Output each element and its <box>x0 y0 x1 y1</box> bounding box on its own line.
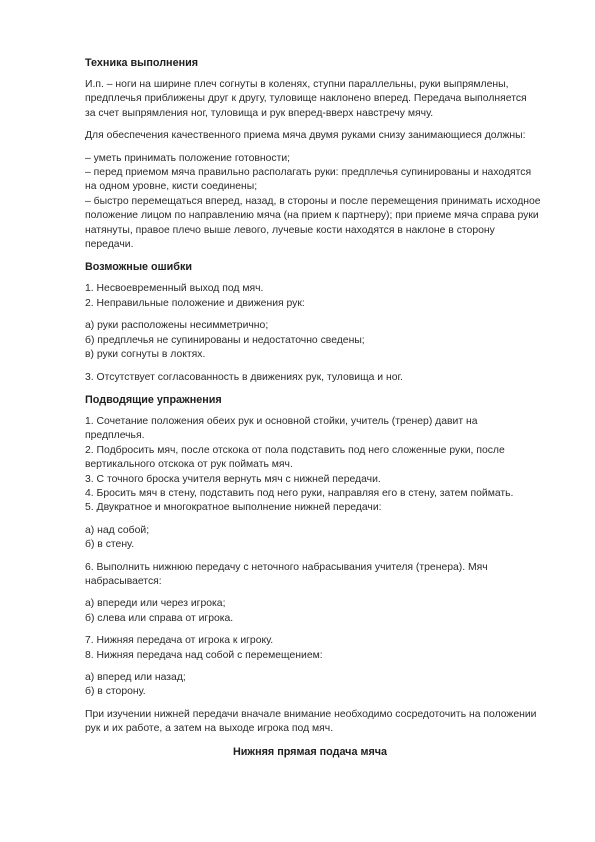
text-line: Для обеспечения качественного приема мяча двумя руками снизу занимающиеся должны: <box>85 130 526 142</box>
list-item: 3. С точного броска учителя вернуть мяч с нижней передачи. <box>85 473 381 485</box>
closing-paragraph <box>85 708 535 737</box>
text-line: за счет выпрямления ног, туловища и рук вперед-вверх навстречу мячу. <box>85 107 434 119</box>
exercises-heading: Подводящие упражнения <box>85 393 222 406</box>
list-item: – перед приемом мяча правильно располагать руки: предплечья супинированы и находятся <box>85 167 532 179</box>
exercise-6 <box>85 561 535 590</box>
list-item: в) руки согнуты в локтях. <box>85 349 206 361</box>
requirements-intro <box>85 129 535 143</box>
list-item: набрасывается: <box>85 575 162 587</box>
errors-heading: Возможные ошибки <box>85 261 192 274</box>
list-item: б) в стену. <box>85 539 135 551</box>
list-item: – уметь принимать положение готовности; <box>85 152 291 164</box>
errors-list <box>85 282 535 311</box>
next-section-heading: Нижняя прямая подача мяча <box>232 745 388 758</box>
list-item: предплечья. <box>85 430 145 442</box>
text-line: предплечья приближены друг к другу, туловище наклонено вперед. Передача выполняется <box>85 93 527 105</box>
exercises-7-8 <box>85 634 535 663</box>
exercise-5-sublist <box>85 524 535 553</box>
list-item: 3. Отсутствует согласованность в движениях рук, туловища и ног. <box>85 371 403 383</box>
errors-item-3 <box>85 371 535 385</box>
requirements-list <box>85 152 541 253</box>
list-item: натянуты, правое плечо выше левого, лучевые кости находятся в наклоне в сторону <box>85 224 495 236</box>
list-item: 6. Выполнить нижнюю передачу с неточного набрасывания учителя (тренера). Мяч <box>85 561 488 573</box>
exercise-8-sublist <box>85 671 535 700</box>
list-item: а) над собой; <box>85 524 150 536</box>
list-item: на одном уровне, кисти соединены; <box>85 181 258 193</box>
list-item: 8. Нижняя передача над собой с перемещением: <box>85 649 323 661</box>
list-item: б) слева или справа от игрока. <box>85 612 234 624</box>
list-item: вертикального отскока от рук поймать мяч. <box>85 459 293 471</box>
list-item: 2. Подбросить мяч, после отскока от пола подставить под него сложенные руки, после <box>85 444 505 456</box>
exercise-6-sublist <box>85 597 535 626</box>
list-item: б) в сторону. <box>85 686 146 698</box>
text-line: При изучении нижней передачи вначале внимание необходимо сосредоточить на положении <box>85 708 537 720</box>
list-item: 7. Нижняя передача от игрока к игроку. <box>85 635 274 647</box>
list-item: 1. Сочетание положения обеих рук и основной стойки, учитель (тренер) давит на <box>85 415 478 427</box>
list-item: а) руки расположены несимметрично; <box>85 320 269 332</box>
exercises-list <box>85 415 535 516</box>
list-item: 4. Бросить мяч в стену, подставить под него руки, направляя его в стену, затем поймать. <box>85 487 514 499</box>
list-item: – быстро перемещаться вперед, назад, в стороны и после перемещения принимать исходное <box>85 195 541 207</box>
list-item: передачи. <box>85 239 134 251</box>
errors-sublist <box>85 319 535 362</box>
text-column <box>85 56 541 767</box>
list-item: положение лицом по направлению мяча (на прием к партнеру); при приеме мяча справа руки <box>85 210 539 222</box>
list-item: а) впереди или через игрока; <box>85 598 226 610</box>
text-line: рук и их работе, а затем на выходе игрока под мяч. <box>85 723 334 735</box>
list-item: 5. Двукратное и многократное выполнение нижней передачи: <box>85 502 382 514</box>
technique-heading: Техника выполнения <box>85 57 199 69</box>
list-item: 1. Несвоевременный выход под мяч. <box>85 283 264 295</box>
list-item: а) вперед или назад; <box>85 672 186 683</box>
list-item: б) предплечья не супинированы и недостаточно сведены; <box>85 334 365 346</box>
list-item: 2. Неправильные положение и движения рук: <box>85 297 305 309</box>
technique-paragraph <box>85 78 535 121</box>
text-line: И.п. – ноги на ширине плеч согнуты в коленях, ступни параллельны, руки выпрямлены, <box>85 79 509 90</box>
